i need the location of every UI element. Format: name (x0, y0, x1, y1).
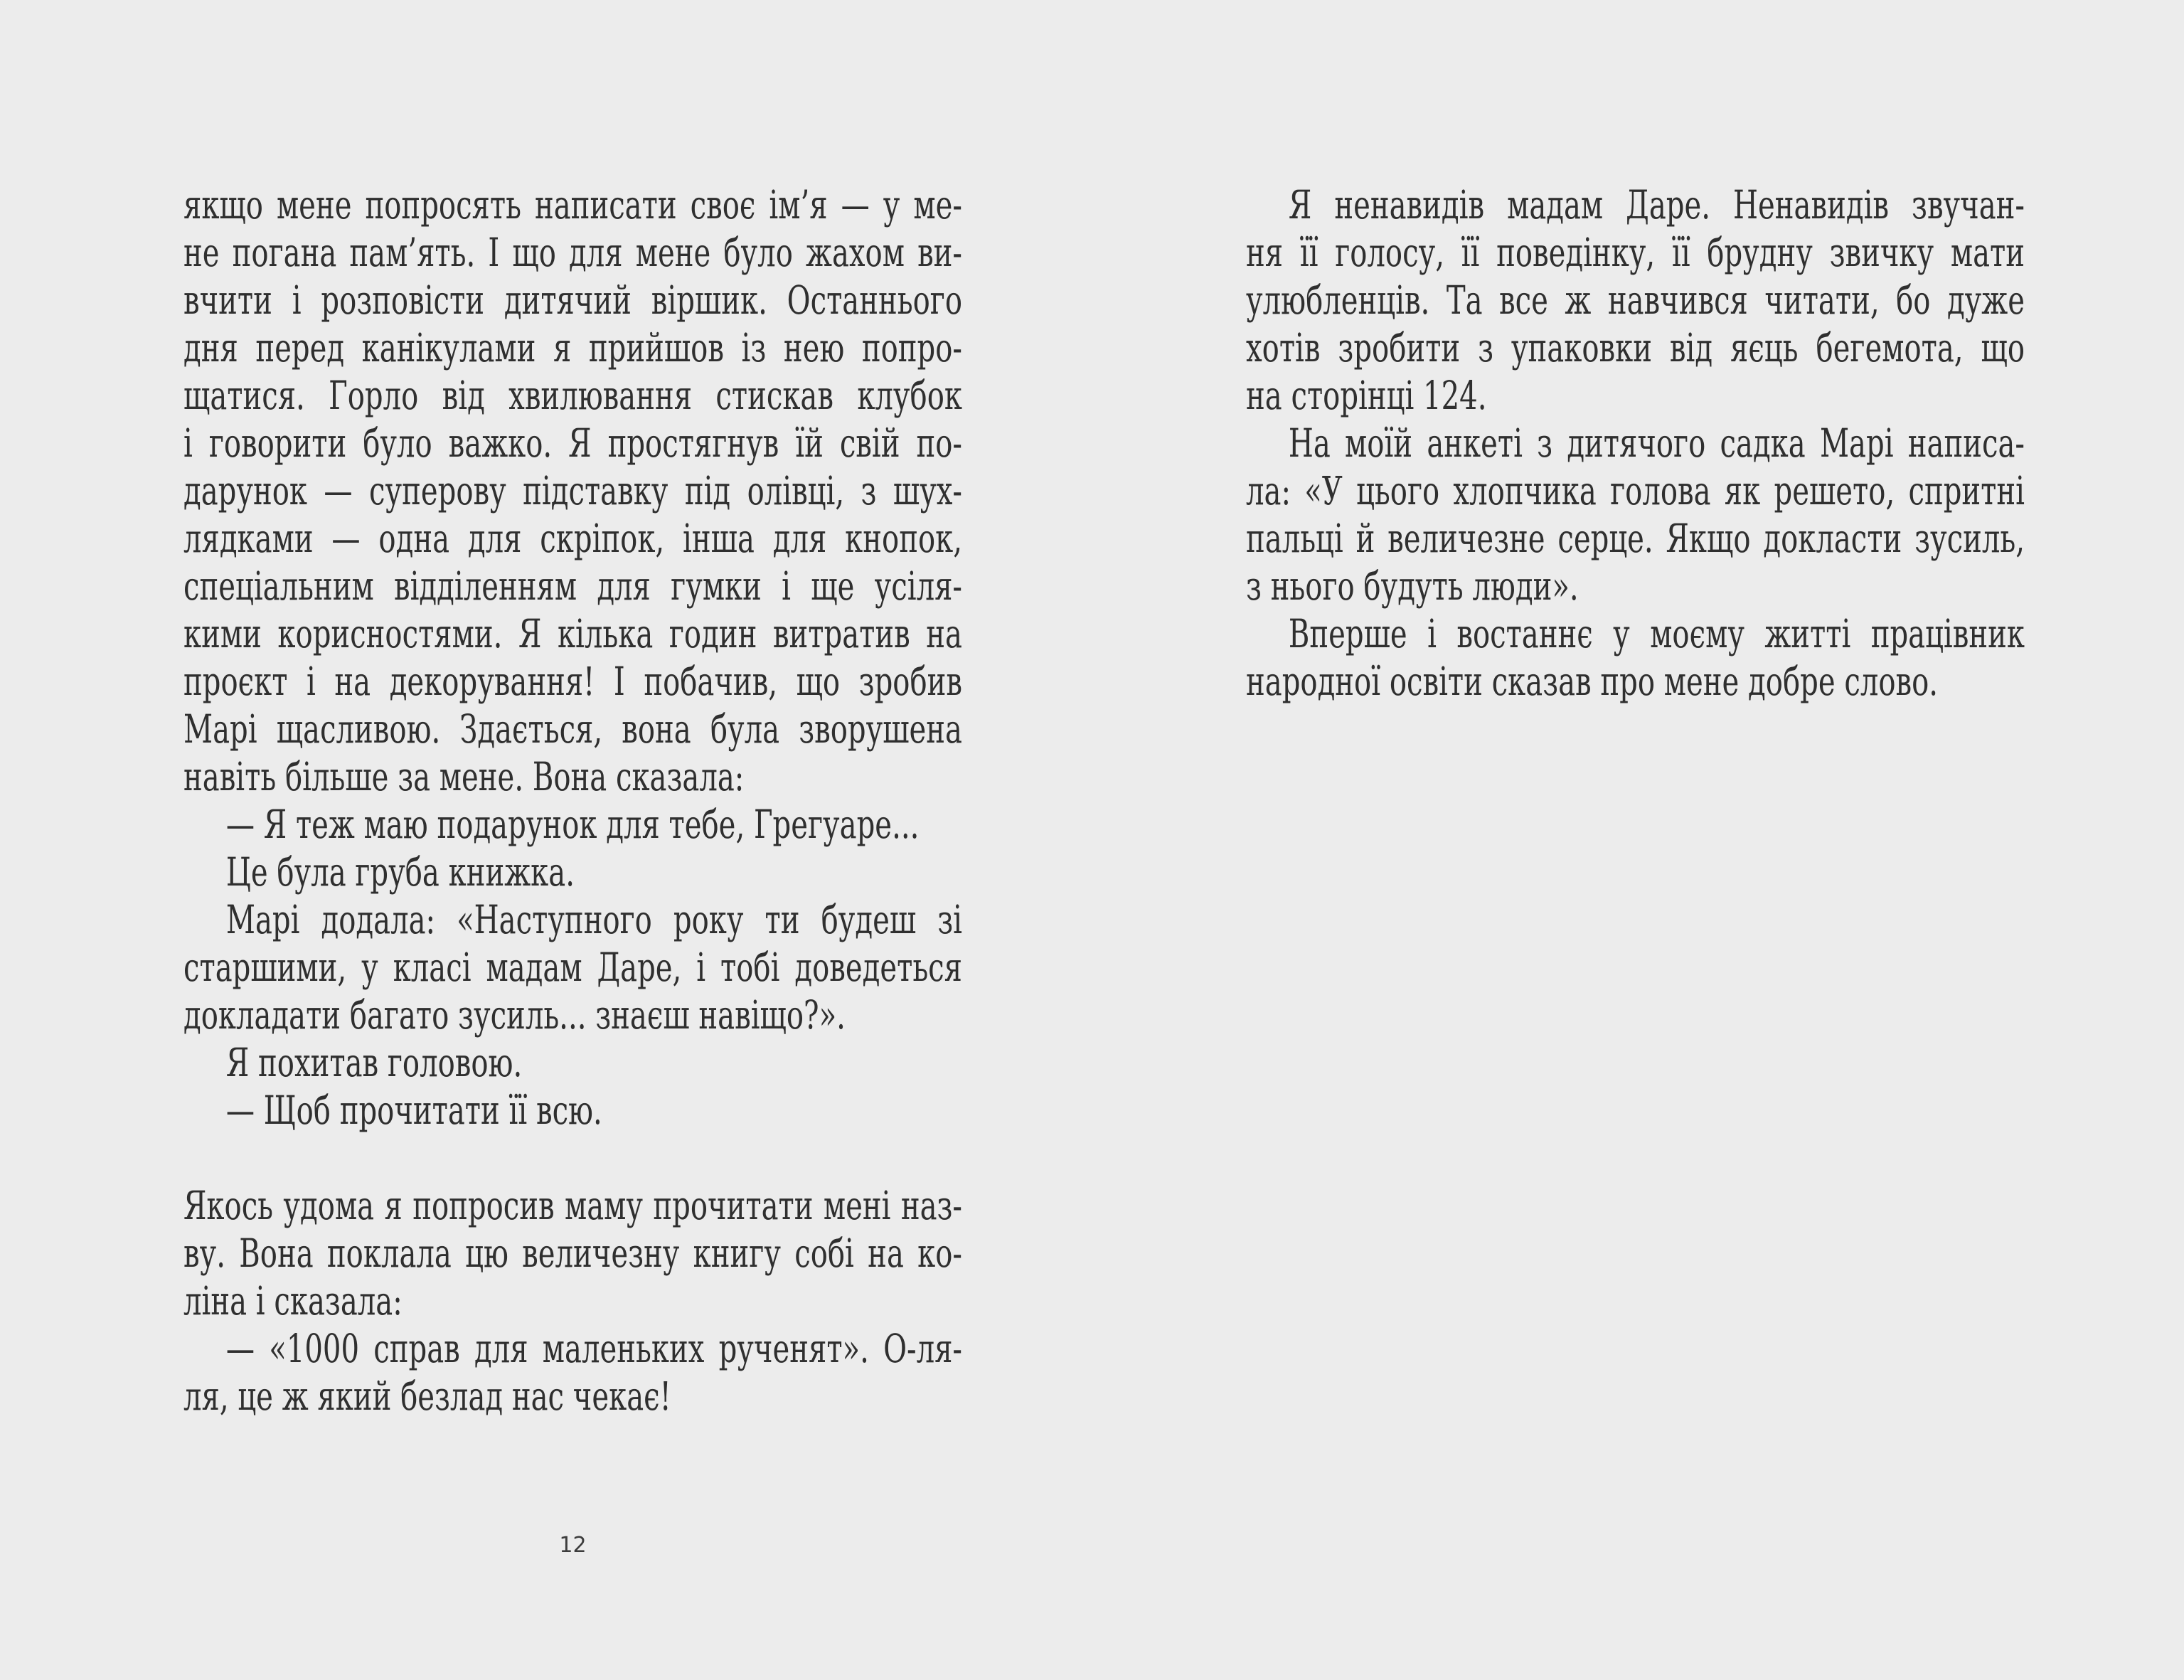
text-line: — Щоб прочитати її всю. (225, 1088, 602, 1133)
paragraph (183, 801, 962, 849)
text-line: лядками — одна для скріпок, інша для кнопок, (183, 516, 962, 561)
text-line: — «1000 справ для маленьких рученят». О-ля- (225, 1326, 962, 1371)
section-break (183, 1134, 962, 1182)
text-line: пальці й величезне серце. Якщо докласти зусиль, (1246, 516, 2025, 561)
text-line: ня її голосу, її поведінку, її брудну звичку мати (1246, 230, 2025, 275)
page-number: 12 (559, 1533, 587, 1558)
text-line: хотів зробити з упаковки від яєць бегемота, що (1246, 325, 2025, 371)
paragraph (1246, 610, 2025, 706)
text-line: і говорити було важко. Я простягнув їй свій по- (183, 420, 962, 466)
paragraph (1246, 181, 2025, 420)
text-line: народної освіти сказав про мене добре слово. (1246, 659, 1939, 704)
text-line: дня перед канікулами я прийшов із нею попро- (183, 325, 962, 371)
text-line: проєкт і на декорування! І побачив, що зробив (183, 659, 962, 704)
text-line: з нього будуть люди». (1246, 563, 1579, 609)
text-line: ля, це ж який безлад нас чекає! (183, 1373, 671, 1419)
text-line: Марі додала: «Наступного року ти будеш зі (225, 897, 962, 942)
text-line: улюбленців. Та все ж навчився читати, бо дуже (1246, 277, 2025, 323)
text-line: кими корисностями. Я кілька годин витратив на (183, 611, 962, 656)
text-line: не погана пам’ять. І що для мене було жахом ви- (183, 230, 962, 275)
text-line: якщо мене попросять написати своє ім’я — у ме- (183, 182, 962, 228)
paragraph (183, 849, 962, 896)
paragraph (183, 181, 962, 801)
right-page-text (1246, 181, 2025, 706)
paragraph (183, 1087, 962, 1134)
text-line: щатися. Горло від хвилювання стискав клубок (183, 373, 962, 418)
text-line: Якось удома я попросив маму прочитати мені наз- (183, 1183, 962, 1228)
text-line: навіть більше за мене. Вона сказала: (183, 754, 745, 799)
paragraph (1246, 420, 2025, 610)
text-line: докладати багато зусиль... знаєш навіщо?». (183, 992, 846, 1038)
text-line: ліна і сказала: (183, 1278, 403, 1324)
text-line: вчити і розповісти дитячий віршик. Останнього (183, 277, 962, 323)
right-page (1092, 0, 2184, 1680)
paragraph (183, 1039, 962, 1087)
text-line: Вперше і востаннє у моєму житті працівник (1288, 611, 2025, 656)
text-line: дарунок — суперову підставку під олівці, з шух- (183, 468, 962, 514)
paragraph (183, 1325, 962, 1420)
text-line: Це була груба книжка. (225, 849, 575, 895)
left-page-text (183, 181, 962, 1420)
paragraph (183, 1182, 962, 1325)
text-line: Я ненавидів мадам Даре. Ненавидів звучан- (1288, 182, 2025, 228)
text-line: На моїй анкеті з дитячого садка Марі написа- (1288, 420, 2025, 466)
text-line: — Я теж маю подарунок для тебе, Грегуаре... (225, 802, 920, 847)
text-line: ла: «У цього хлопчика голова як решето, спритні (1246, 468, 2025, 514)
text-line: Марі щасливою. Здається, вона була зворушена (183, 706, 962, 752)
text-line: Я похитав головою. (225, 1040, 523, 1085)
text-line: на сторінці 124. (1246, 373, 1487, 418)
paragraph (183, 896, 962, 1039)
text-line: ву. Вона поклала цю величезну книгу собі на ко- (183, 1230, 962, 1276)
text-line: старшими, у класі мадам Даре, і тобі доведеться (183, 945, 962, 990)
text-line: спеціальним відділенням для гумки і ще усіля- (183, 563, 962, 609)
